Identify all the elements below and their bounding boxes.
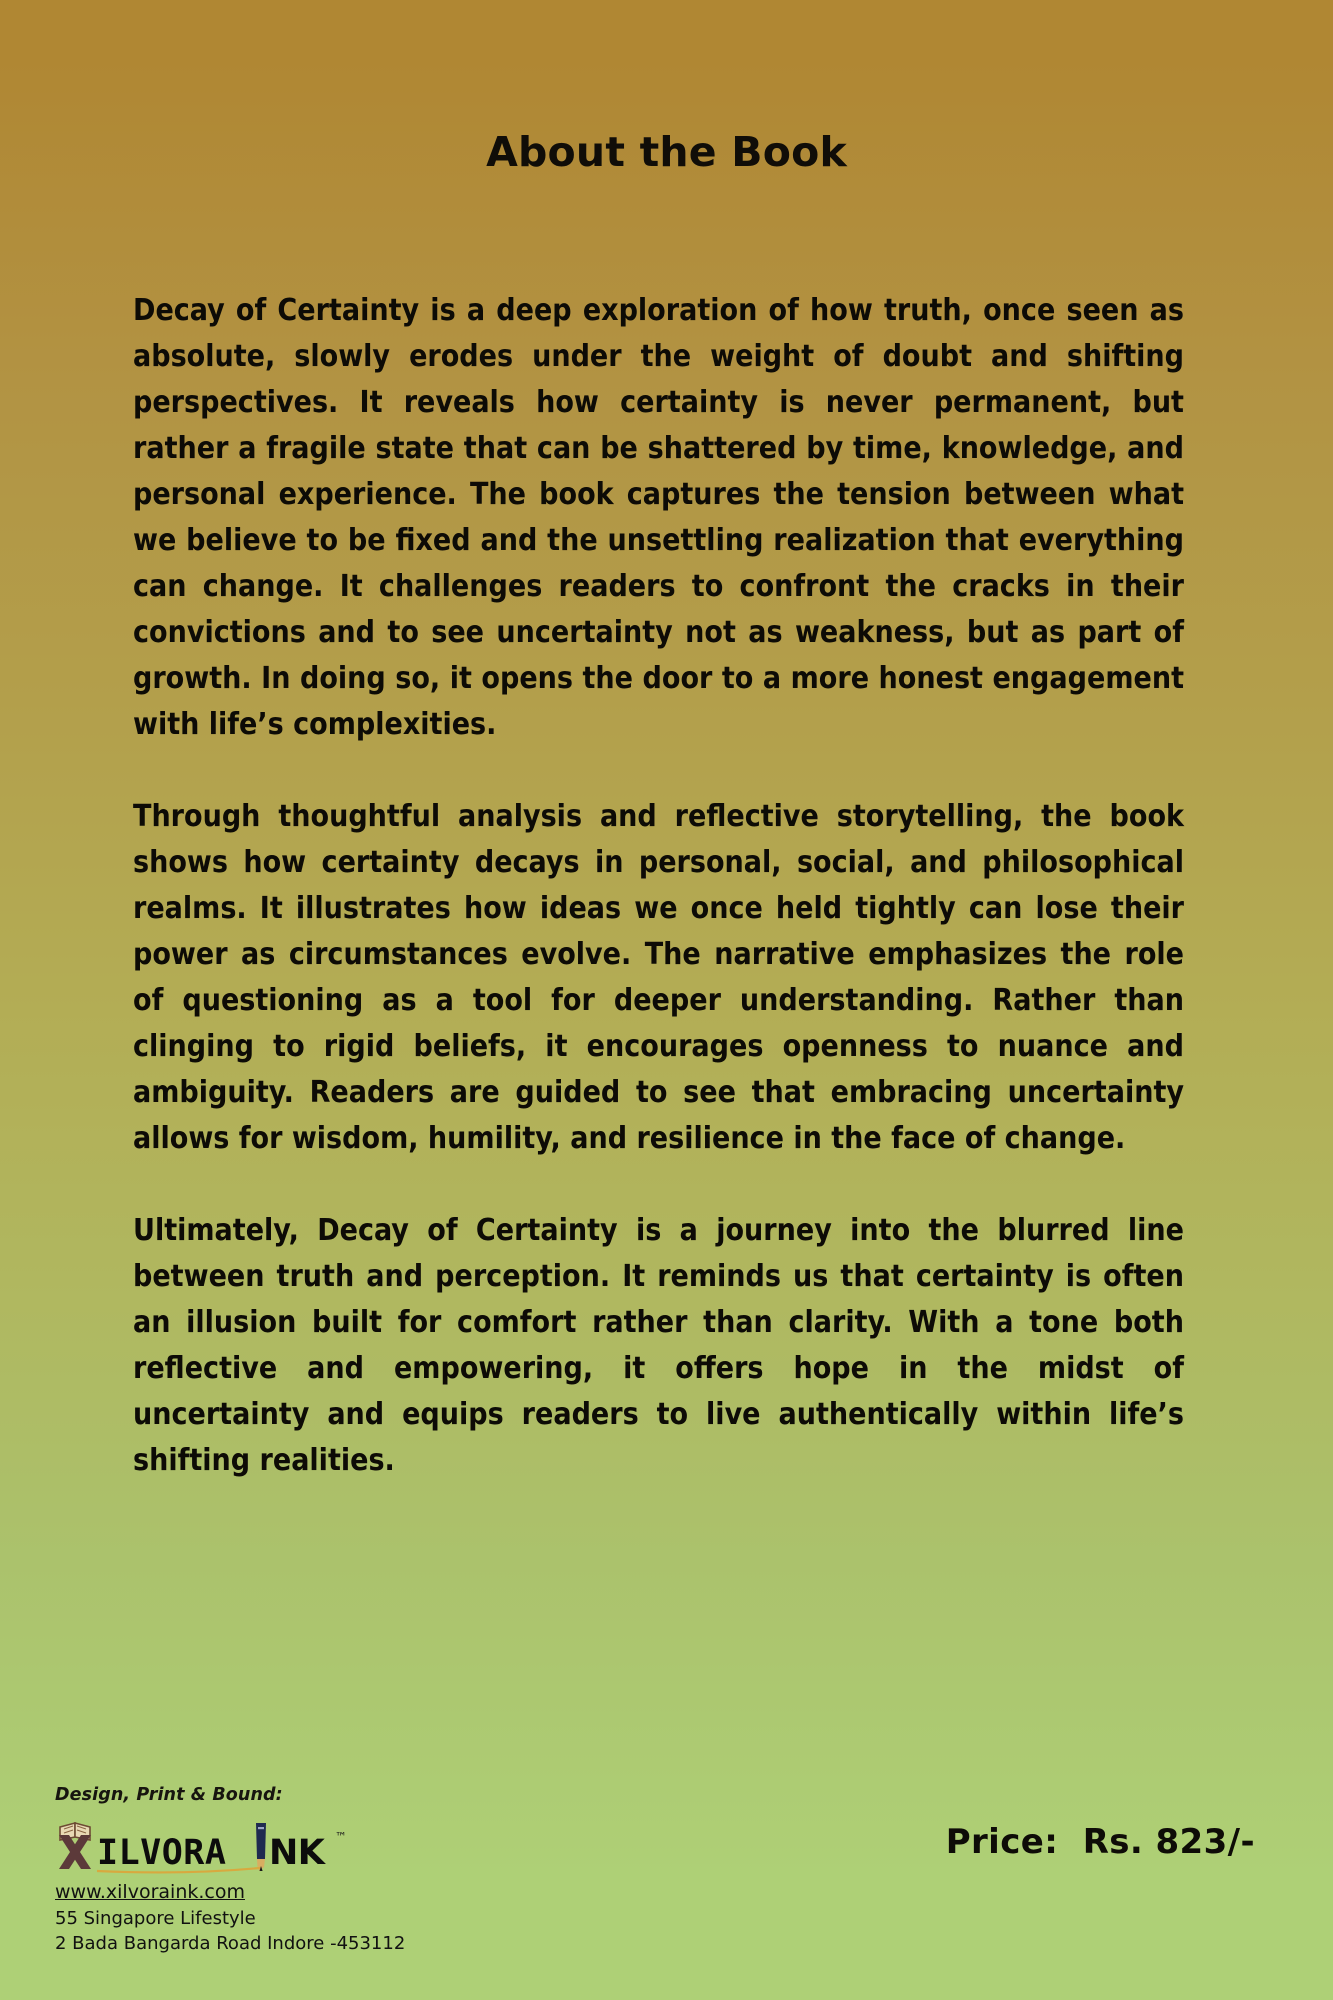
publisher-website-link[interactable]: www.xilvoraink.com	[55, 1881, 245, 1903]
design-print-bound-label: Design, Print & Bound:	[55, 1785, 283, 1805]
about-the-book-body	[133, 288, 1200, 1484]
about-paragraph-1: Decay of Certainty is a deep exploration of how truth, once seen as absolute, slowly erodes under the weight of doubt and shifting perspectives. It reveals how certainty is never permanent, but rather a fragile state that can be shattered by time, knowledge, and personal experience. The book captures the tension between what we believe to be fixed and the unsettling realization that everything can change. It challenges readers to confront the cracks in their convictions and to see uncertainty not as weakness, but as part of growth. In doing so, it opens the door to a more honest engagement with life’s complexities.	[133, 293, 1184, 742]
about-paragraph-3: Ultimately, Decay of Certainty is a journey into the blurred line between truth and perception. It reminds us that certainty is often an illusion built for comfort rather than clarity. With a tone both reflective and empowering, it offers hope in the midst of uncertainty and equips readers to live authentically within life’s shifting realities.	[133, 1213, 1184, 1478]
publisher-address	[55, 1906, 615, 1956]
trademark-symbol: ™	[335, 1830, 347, 1844]
address-line-2: 2 Bada Bangarda Road Indore -453112	[55, 1933, 406, 1954]
publisher-footer	[55, 1785, 615, 1956]
address-line-1: 55 Singapore Lifestyle	[55, 1908, 256, 1929]
page-title: About the Book	[486, 128, 847, 176]
price-label: Price: Rs. 823/-	[945, 1822, 1255, 1862]
logo-nk-text: NK	[269, 1833, 325, 1873]
xilvora-ink-logo	[55, 1815, 355, 1875]
logo-letter-x	[59, 1835, 91, 1869]
pen-icon	[256, 1823, 266, 1871]
about-paragraph-2: Through thoughtful analysis and reflective storytelling, the book shows how certainty decays in personal, social, and philosophical realms. It illustrates how ideas we once held tightly can lose their power as circumstances evolve. The narrative emphasizes the role of questioning as a tool for deeper understanding. Rather than clinging to rigid beliefs, it encourages openness to nuance and ambiguity. Readers are guided to see that embracing uncertainty allows for wisdom, humility, and resilience in the face of change.	[133, 799, 1184, 1156]
logo-ilvora-text: ILVORA	[97, 1833, 227, 1873]
